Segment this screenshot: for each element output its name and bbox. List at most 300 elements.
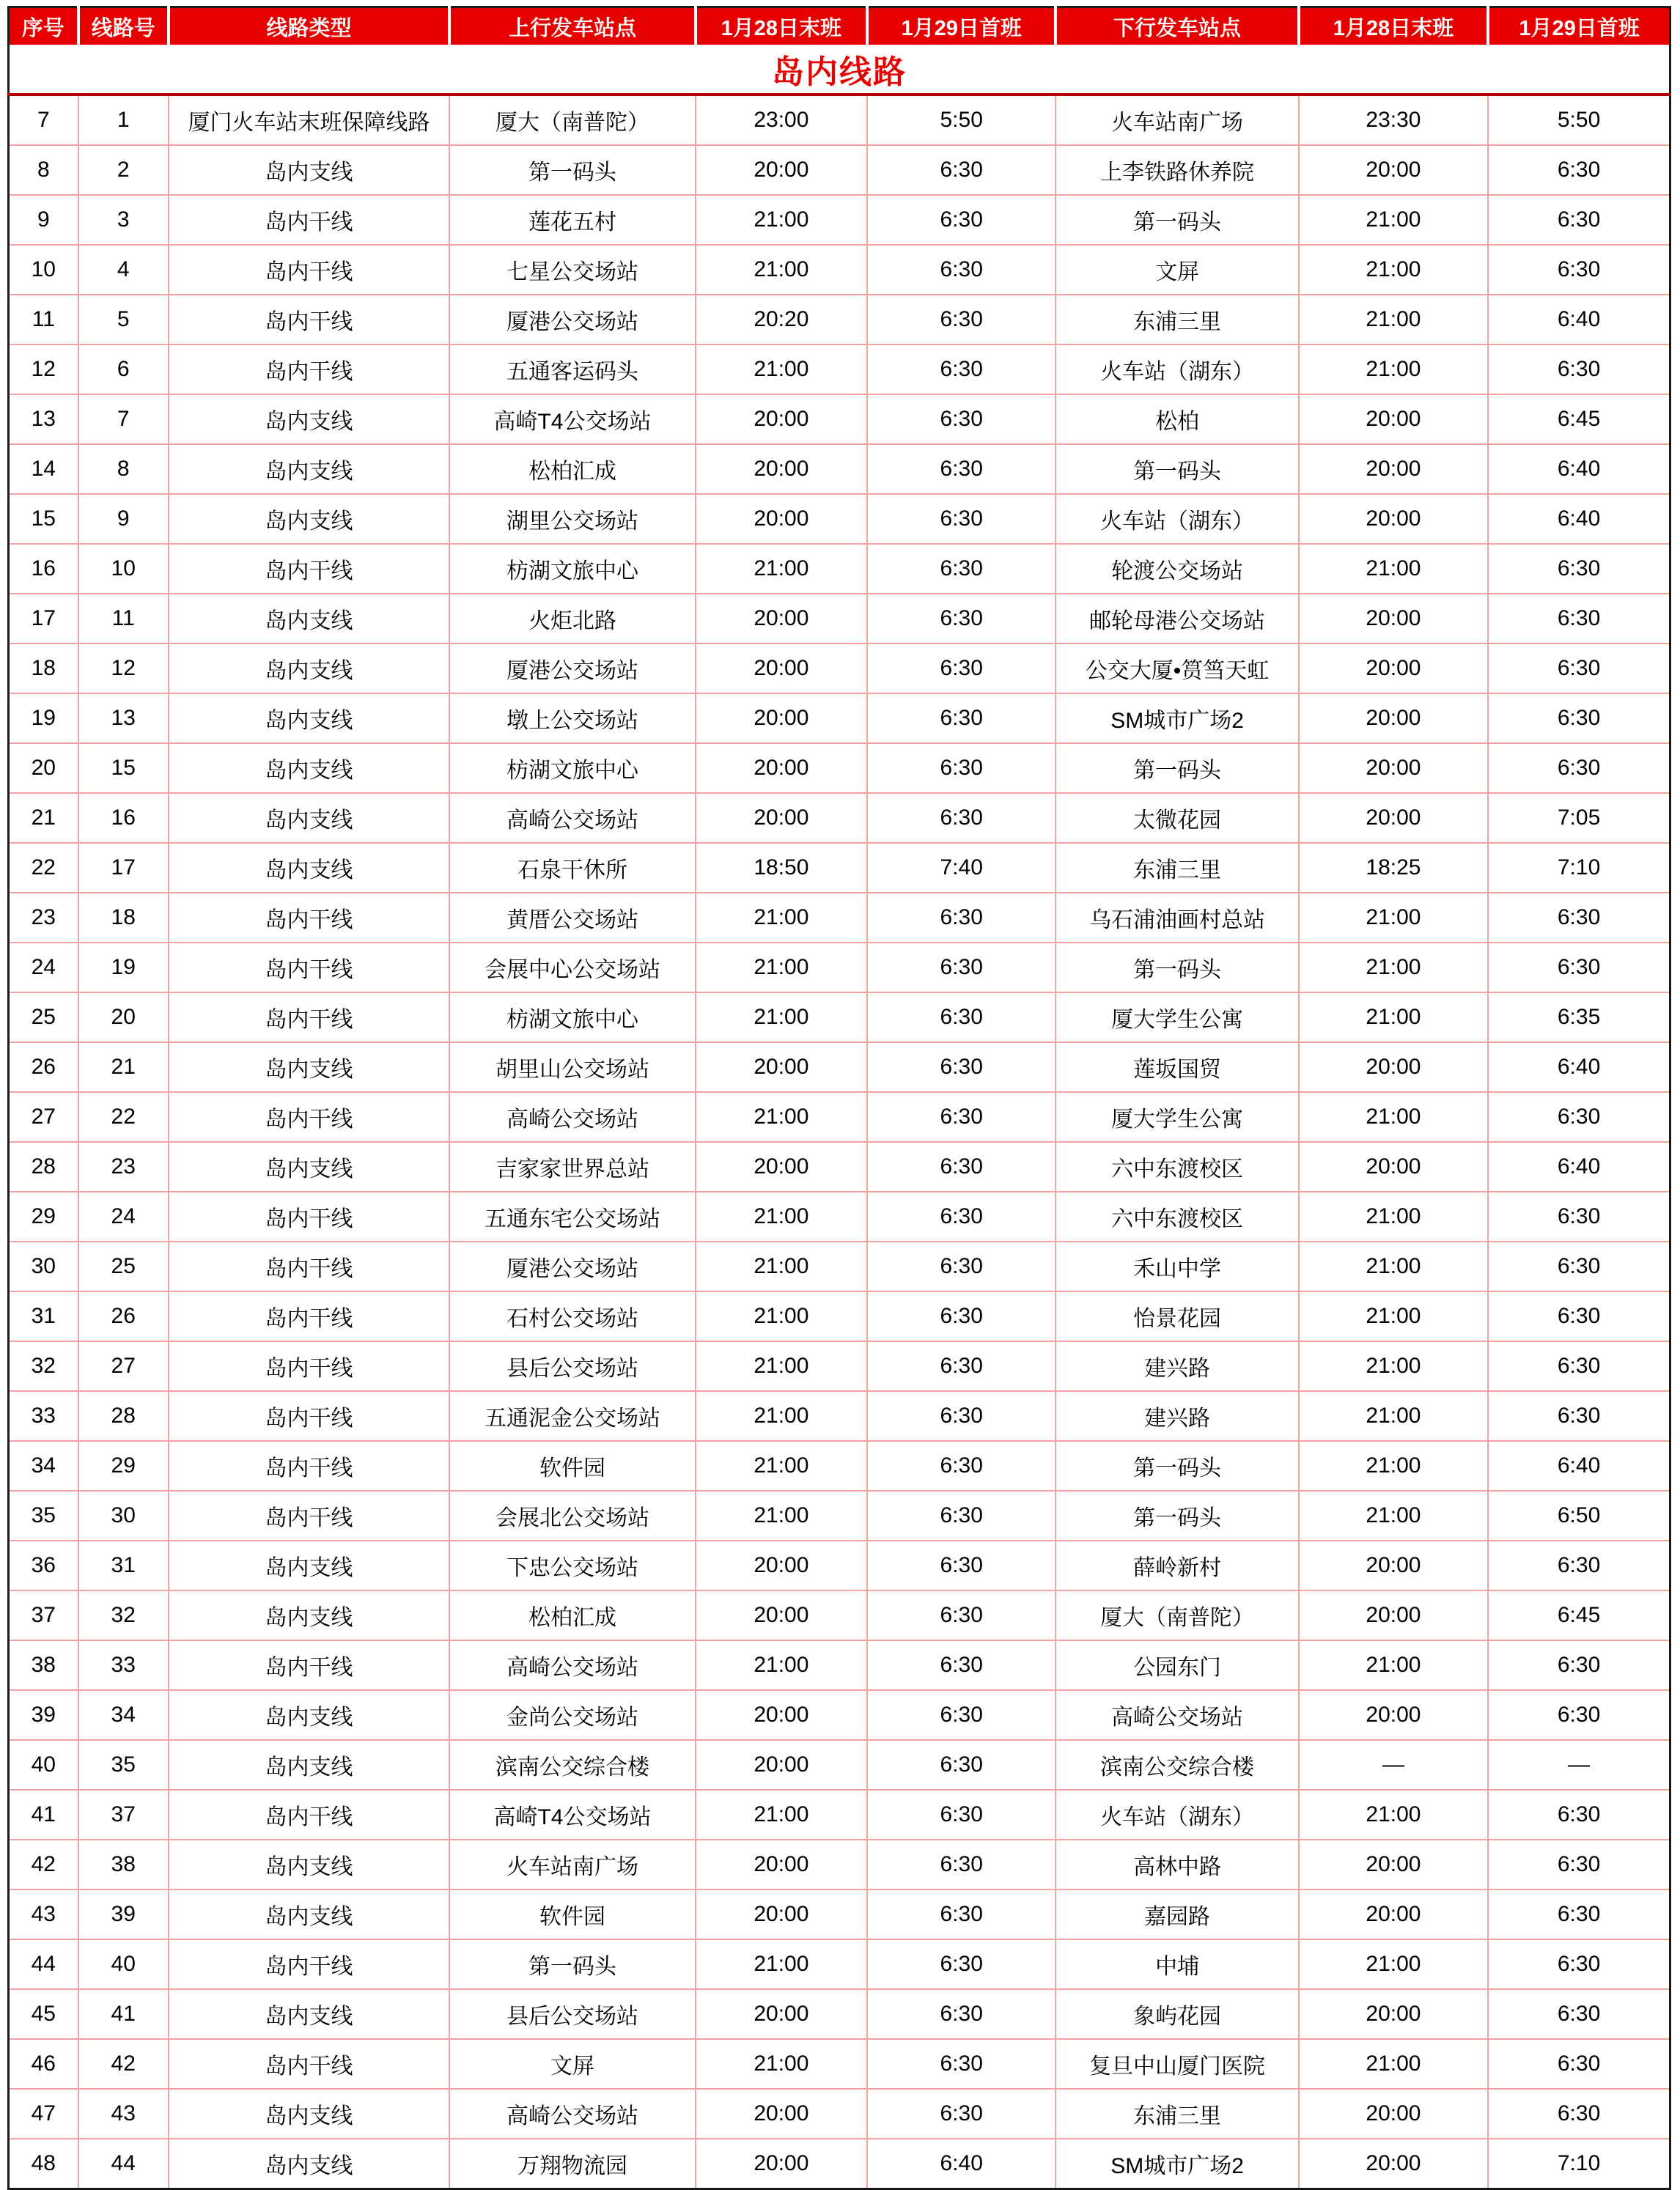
line-no-cell: 13 [78, 693, 169, 743]
line-no-cell: 18 [78, 893, 169, 943]
down-station-cell: 六中东渡校区 [1055, 1192, 1298, 1242]
up-last-bus-cell: 20:00 [696, 1142, 867, 1192]
line-type-cell: 岛内支线 [169, 1541, 450, 1590]
down-last-bus-cell: — [1299, 1740, 1488, 1790]
up-first-bus-cell: 6:30 [867, 1042, 1055, 1092]
up-station-cell: 七星公交场站 [449, 245, 695, 295]
up-last-bus-cell: 20:00 [696, 145, 867, 195]
seq-cell: 16 [9, 544, 78, 594]
table-row [9, 344, 1670, 394]
line-no-cell: 25 [78, 1242, 169, 1291]
table-row [9, 1690, 1670, 1740]
up-station-cell: 湖里公交场站 [449, 494, 695, 544]
down-first-bus-cell: 6:30 [1488, 594, 1670, 644]
up-last-bus-cell: 20:00 [696, 1042, 867, 1092]
down-first-bus-cell: 7:10 [1488, 843, 1670, 893]
up-last-bus-cell: 20:00 [696, 1889, 867, 1939]
line-no-cell: 1 [78, 95, 169, 145]
down-station-cell: 象屿花园 [1055, 1989, 1298, 2039]
down-station-cell: 第一码头 [1055, 743, 1298, 793]
down-station-cell: 厦大（南普陀） [1055, 1590, 1298, 1640]
up-station-cell: 滨南公交综合楼 [449, 1740, 695, 1790]
seq-cell: 26 [9, 1042, 78, 1092]
up-last-bus-cell: 21:00 [696, 1441, 867, 1491]
line-type-cell: 岛内支线 [169, 2139, 450, 2189]
up-last-bus-cell: 20:00 [696, 1989, 867, 2039]
table-row [9, 1441, 1670, 1491]
col-header-down-first-bus-cell: 1月29日首班 [1488, 7, 1670, 45]
up-station-cell: 枋湖文旅中心 [449, 992, 695, 1042]
line-type-cell: 岛内干线 [169, 2039, 450, 2089]
table-row [9, 1640, 1670, 1690]
seq-cell: 33 [9, 1391, 78, 1441]
seq-cell: 31 [9, 1291, 78, 1341]
up-station-cell: 高崎公交场站 [449, 1640, 695, 1690]
up-first-bus-cell: 6:30 [867, 245, 1055, 295]
section-title: 岛内线路 [9, 45, 1670, 95]
up-first-bus-cell: 6:30 [867, 943, 1055, 992]
down-last-bus-cell: 21:00 [1299, 1291, 1488, 1341]
down-last-bus-cell: 21:00 [1299, 1391, 1488, 1441]
down-last-bus-cell: 20:00 [1299, 494, 1488, 544]
up-last-bus-cell: 21:00 [696, 893, 867, 943]
down-first-bus-cell: 6:30 [1488, 1889, 1670, 1939]
up-first-bus-cell: 6:30 [867, 693, 1055, 743]
down-first-bus-cell: 6:30 [1488, 2089, 1670, 2139]
line-no-cell: 24 [78, 1192, 169, 1242]
up-station-cell: 文屏 [449, 2039, 695, 2089]
col-header-seq-cell: 序号 [9, 7, 78, 45]
line-no-cell: 4 [78, 245, 169, 295]
table-row [9, 95, 1670, 145]
seq-cell: 12 [9, 344, 78, 394]
seq-cell: 13 [9, 394, 78, 444]
down-last-bus-cell: 20:00 [1299, 1690, 1488, 1740]
down-station-cell: 建兴路 [1055, 1341, 1298, 1391]
down-first-bus-cell: 7:10 [1488, 2139, 1670, 2189]
seq-cell: 18 [9, 644, 78, 693]
up-first-bus-cell: 6:30 [867, 1840, 1055, 1889]
up-station-cell: 厦港公交场站 [449, 295, 695, 344]
line-type-cell: 岛内支线 [169, 693, 450, 743]
seq-cell: 25 [9, 992, 78, 1042]
down-first-bus-cell: 6:30 [1488, 1541, 1670, 1590]
up-station-cell: 第一码头 [449, 1939, 695, 1989]
up-last-bus-cell: 20:00 [696, 594, 867, 644]
line-no-cell: 41 [78, 1989, 169, 2039]
seq-cell: 39 [9, 1690, 78, 1740]
line-no-cell: 44 [78, 2139, 169, 2189]
up-first-bus-cell: 6:30 [867, 1341, 1055, 1391]
up-last-bus-cell: 21:00 [696, 1291, 867, 1341]
up-first-bus-cell: 6:30 [867, 344, 1055, 394]
table-row [9, 992, 1670, 1042]
down-station-cell: 太微花园 [1055, 793, 1298, 843]
up-last-bus-cell: 20:00 [696, 743, 867, 793]
down-last-bus-cell: 21:00 [1299, 1790, 1488, 1840]
up-station-cell: 高崎公交场站 [449, 1092, 695, 1142]
down-first-bus-cell: 6:30 [1488, 943, 1670, 992]
down-last-bus-cell: 20:00 [1299, 1889, 1488, 1939]
down-last-bus-cell: 20:00 [1299, 1590, 1488, 1640]
line-type-cell: 岛内支线 [169, 743, 450, 793]
down-first-bus-cell: 6:30 [1488, 1939, 1670, 1989]
down-first-bus-cell: 6:45 [1488, 394, 1670, 444]
up-last-bus-cell: 20:00 [696, 2089, 867, 2139]
up-station-cell: 石村公交场站 [449, 1291, 695, 1341]
down-first-bus-cell: 6:30 [1488, 245, 1670, 295]
down-station-cell: 公园东门 [1055, 1640, 1298, 1690]
col-header-line-no-cell: 线路号 [78, 7, 169, 45]
down-last-bus-cell: 21:00 [1299, 295, 1488, 344]
down-station-cell: 第一码头 [1055, 195, 1298, 245]
up-first-bus-cell: 6:30 [867, 1989, 1055, 2039]
down-first-bus-cell: 6:30 [1488, 1242, 1670, 1291]
down-station-cell: 火车站（湖东） [1055, 1790, 1298, 1840]
up-last-bus-cell: 21:00 [696, 245, 867, 295]
line-no-cell: 32 [78, 1590, 169, 1640]
line-type-cell: 岛内支线 [169, 594, 450, 644]
seq-cell: 43 [9, 1889, 78, 1939]
down-last-bus-cell: 21:00 [1299, 1491, 1488, 1541]
up-last-bus-cell: 20:00 [696, 1541, 867, 1590]
down-last-bus-cell: 20:00 [1299, 1989, 1488, 2039]
up-last-bus-cell: 21:00 [696, 1391, 867, 1441]
up-last-bus-cell: 18:50 [696, 843, 867, 893]
up-last-bus-cell: 21:00 [696, 544, 867, 594]
down-first-bus-cell: 6:30 [1488, 1092, 1670, 1142]
line-no-cell: 28 [78, 1391, 169, 1441]
down-first-bus-cell: 6:30 [1488, 893, 1670, 943]
down-station-cell: 厦大学生公寓 [1055, 992, 1298, 1042]
seq-cell: 46 [9, 2039, 78, 2089]
up-station-cell: 软件园 [449, 1889, 695, 1939]
table-row [9, 1541, 1670, 1590]
down-last-bus-cell: 20:00 [1299, 444, 1488, 494]
up-first-bus-cell: 6:30 [867, 1242, 1055, 1291]
down-station-cell: 火车站南广场 [1055, 95, 1298, 145]
table-row [9, 1291, 1670, 1341]
up-first-bus-cell: 6:30 [867, 793, 1055, 843]
line-no-cell: 21 [78, 1042, 169, 1092]
down-station-cell: 公交大厦•筼筜天虹 [1055, 644, 1298, 693]
up-last-bus-cell: 21:00 [696, 1491, 867, 1541]
up-first-bus-cell: 6:30 [867, 893, 1055, 943]
line-type-cell: 岛内支线 [169, 1889, 450, 1939]
up-station-cell: 高崎T4公交场站 [449, 1790, 695, 1840]
line-no-cell: 26 [78, 1291, 169, 1341]
down-first-bus-cell: 6:30 [1488, 195, 1670, 245]
up-station-cell: 胡里山公交场站 [449, 1042, 695, 1092]
down-last-bus-cell: 20:00 [1299, 594, 1488, 644]
seq-cell: 7 [9, 95, 78, 145]
line-no-cell: 29 [78, 1441, 169, 1491]
line-no-cell: 22 [78, 1092, 169, 1142]
seq-cell: 37 [9, 1590, 78, 1640]
up-first-bus-cell: 7:40 [867, 843, 1055, 893]
seq-cell: 8 [9, 145, 78, 195]
line-no-cell: 2 [78, 145, 169, 195]
down-station-cell: 禾山中学 [1055, 1242, 1298, 1291]
line-no-cell: 5 [78, 295, 169, 344]
up-last-bus-cell: 21:00 [696, 1341, 867, 1391]
line-type-cell: 岛内支线 [169, 1042, 450, 1092]
up-station-cell: 五通客运码头 [449, 344, 695, 394]
line-no-cell: 31 [78, 1541, 169, 1590]
up-first-bus-cell: 6:30 [867, 2089, 1055, 2139]
up-last-bus-cell: 21:00 [696, 344, 867, 394]
seq-cell: 17 [9, 594, 78, 644]
table-row [9, 494, 1670, 544]
up-station-cell: 火车站南广场 [449, 1840, 695, 1889]
up-first-bus-cell: 6:30 [867, 594, 1055, 644]
down-first-bus-cell: 6:40 [1488, 1042, 1670, 1092]
up-first-bus-cell: 6:40 [867, 2139, 1055, 2189]
table-row [9, 943, 1670, 992]
table-row [9, 693, 1670, 743]
line-no-cell: 37 [78, 1790, 169, 1840]
down-last-bus-cell: 23:30 [1299, 95, 1488, 145]
line-type-cell: 岛内支线 [169, 1989, 450, 2039]
up-last-bus-cell: 20:00 [696, 693, 867, 743]
table-row [9, 893, 1670, 943]
up-station-cell: 县后公交场站 [449, 1341, 695, 1391]
line-type-cell: 厦门火车站末班保障线路 [169, 95, 450, 145]
table-row [9, 394, 1670, 444]
seq-cell: 35 [9, 1491, 78, 1541]
line-type-cell: 岛内干线 [169, 1491, 450, 1541]
table-row [9, 1192, 1670, 1242]
line-no-cell: 23 [78, 1142, 169, 1192]
down-station-cell: 上李铁路休养院 [1055, 145, 1298, 195]
up-station-cell: 五通东宅公交场站 [449, 1192, 695, 1242]
up-last-bus-cell: 21:00 [696, 1242, 867, 1291]
up-first-bus-cell: 6:30 [867, 1441, 1055, 1491]
up-station-cell: 五通泥金公交场站 [449, 1391, 695, 1441]
up-first-bus-cell: 6:30 [867, 1541, 1055, 1590]
seq-cell: 36 [9, 1541, 78, 1590]
down-station-cell: 邮轮母港公交场站 [1055, 594, 1298, 644]
table-row [9, 793, 1670, 843]
down-first-bus-cell: 6:30 [1488, 1989, 1670, 2039]
up-station-cell: 高崎T4公交场站 [449, 394, 695, 444]
table-row [9, 1242, 1670, 1291]
seq-cell: 23 [9, 893, 78, 943]
col-header-down-station-cell: 下行发车站点 [1055, 7, 1298, 45]
line-type-cell: 岛内干线 [169, 943, 450, 992]
up-station-cell: 墩上公交场站 [449, 693, 695, 743]
table-row [9, 2089, 1670, 2139]
up-station-cell: 莲花五村 [449, 195, 695, 245]
seq-cell: 28 [9, 1142, 78, 1192]
table-row [9, 1939, 1670, 1989]
seq-cell: 15 [9, 494, 78, 544]
down-last-bus-cell: 20:00 [1299, 1541, 1488, 1590]
line-type-cell: 岛内支线 [169, 2089, 450, 2139]
col-header-up-last-bus-cell: 1月28日末班 [696, 7, 867, 45]
up-station-cell: 黄厝公交场站 [449, 893, 695, 943]
up-first-bus-cell: 6:30 [867, 1889, 1055, 1939]
down-last-bus-cell: 20:00 [1299, 743, 1488, 793]
down-station-cell: 轮渡公交场站 [1055, 544, 1298, 594]
up-last-bus-cell: 20:20 [696, 295, 867, 344]
down-station-cell: 第一码头 [1055, 1491, 1298, 1541]
up-first-bus-cell: 6:30 [867, 644, 1055, 693]
down-last-bus-cell: 21:00 [1299, 893, 1488, 943]
down-first-bus-cell: 6:30 [1488, 644, 1670, 693]
up-last-bus-cell: 21:00 [696, 1192, 867, 1242]
line-no-cell: 38 [78, 1840, 169, 1889]
seq-cell: 45 [9, 1989, 78, 2039]
line-type-cell: 岛内干线 [169, 544, 450, 594]
bus-schedule-table [7, 6, 1671, 2190]
seq-cell: 20 [9, 743, 78, 793]
down-last-bus-cell: 21:00 [1299, 992, 1488, 1042]
up-station-cell: 火炬北路 [449, 594, 695, 644]
down-station-cell: 嘉园路 [1055, 1889, 1298, 1939]
seq-cell: 42 [9, 1840, 78, 1889]
line-no-cell: 3 [78, 195, 169, 245]
table-row [9, 1042, 1670, 1092]
line-type-cell: 岛内干线 [169, 1341, 450, 1391]
up-last-bus-cell: 20:00 [696, 1740, 867, 1790]
table-row [9, 1989, 1670, 2039]
table-row [9, 1790, 1670, 1840]
line-no-cell: 9 [78, 494, 169, 544]
up-last-bus-cell: 21:00 [696, 1640, 867, 1690]
up-last-bus-cell: 20:00 [696, 494, 867, 544]
line-no-cell: 35 [78, 1740, 169, 1790]
down-last-bus-cell: 20:00 [1299, 2139, 1488, 2189]
up-first-bus-cell: 6:30 [867, 394, 1055, 444]
down-station-cell: 厦大学生公寓 [1055, 1092, 1298, 1142]
section-row [9, 45, 1670, 95]
down-station-cell: SM城市广场2 [1055, 2139, 1298, 2189]
seq-cell: 27 [9, 1092, 78, 1142]
table-row [9, 843, 1670, 893]
seq-cell: 11 [9, 295, 78, 344]
up-first-bus-cell: 6:30 [867, 2039, 1055, 2089]
up-last-bus-cell: 21:00 [696, 1790, 867, 1840]
seq-cell: 48 [9, 2139, 78, 2189]
up-station-cell: 会展中心公交场站 [449, 943, 695, 992]
up-station-cell: 厦大（南普陀） [449, 95, 695, 145]
line-no-cell: 30 [78, 1491, 169, 1541]
down-last-bus-cell: 20:00 [1299, 1840, 1488, 1889]
col-header-line-type-cell: 线路类型 [169, 7, 450, 45]
up-first-bus-cell: 6:30 [867, 1291, 1055, 1341]
down-first-bus-cell: 6:30 [1488, 1790, 1670, 1840]
line-no-cell: 39 [78, 1889, 169, 1939]
table-row [9, 544, 1670, 594]
up-last-bus-cell: 20:00 [696, 1590, 867, 1640]
up-station-cell: 第一码头 [449, 145, 695, 195]
down-last-bus-cell: 20:00 [1299, 394, 1488, 444]
table-row [9, 1491, 1670, 1541]
line-type-cell: 岛内干线 [169, 1242, 450, 1291]
line-type-cell: 岛内干线 [169, 1391, 450, 1441]
line-no-cell: 19 [78, 943, 169, 992]
down-first-bus-cell: 6:30 [1488, 1291, 1670, 1341]
up-first-bus-cell: 6:30 [867, 743, 1055, 793]
seq-cell: 41 [9, 1790, 78, 1840]
up-station-cell: 石泉干休所 [449, 843, 695, 893]
up-last-bus-cell: 20:00 [696, 1690, 867, 1740]
table-row [9, 1391, 1670, 1441]
table-row [9, 594, 1670, 644]
table-row [9, 295, 1670, 344]
col-header-up-first-bus-cell: 1月29日首班 [867, 7, 1055, 45]
line-type-cell: 岛内支线 [169, 793, 450, 843]
down-last-bus-cell: 20:00 [1299, 1042, 1488, 1092]
up-station-cell: 枋湖文旅中心 [449, 743, 695, 793]
line-no-cell: 40 [78, 1939, 169, 1989]
up-last-bus-cell: 20:00 [696, 1840, 867, 1889]
line-no-cell: 20 [78, 992, 169, 1042]
down-last-bus-cell: 21:00 [1299, 344, 1488, 394]
down-first-bus-cell: 6:40 [1488, 494, 1670, 544]
up-first-bus-cell: 6:30 [867, 195, 1055, 245]
line-type-cell: 岛内支线 [169, 1690, 450, 1740]
line-type-cell: 岛内干线 [169, 195, 450, 245]
up-first-bus-cell: 6:30 [867, 1640, 1055, 1690]
seq-cell: 9 [9, 195, 78, 245]
down-first-bus-cell: 6:30 [1488, 1391, 1670, 1441]
down-first-bus-cell: 6:40 [1488, 1441, 1670, 1491]
table-row [9, 1840, 1670, 1889]
up-station-cell: 厦港公交场站 [449, 1242, 695, 1291]
down-station-cell: 第一码头 [1055, 943, 1298, 992]
line-type-cell: 岛内支线 [169, 444, 450, 494]
line-no-cell: 34 [78, 1690, 169, 1740]
seq-cell: 19 [9, 693, 78, 743]
up-station-cell: 软件园 [449, 1441, 695, 1491]
line-type-cell: 岛内支线 [169, 494, 450, 544]
table-row [9, 1590, 1670, 1640]
up-first-bus-cell: 6:30 [867, 1740, 1055, 1790]
up-last-bus-cell: 20:00 [696, 2139, 867, 2189]
up-first-bus-cell: 6:30 [867, 1939, 1055, 1989]
up-station-cell: 下忠公交场站 [449, 1541, 695, 1590]
down-first-bus-cell: 6:30 [1488, 693, 1670, 743]
down-station-cell: 东浦三里 [1055, 295, 1298, 344]
up-station-cell: 厦港公交场站 [449, 644, 695, 693]
seq-cell: 29 [9, 1192, 78, 1242]
down-last-bus-cell: 20:00 [1299, 693, 1488, 743]
down-station-cell: 第一码头 [1055, 1441, 1298, 1491]
up-first-bus-cell: 5:50 [867, 95, 1055, 145]
seq-cell: 38 [9, 1640, 78, 1690]
down-last-bus-cell: 21:00 [1299, 1192, 1488, 1242]
line-no-cell: 7 [78, 394, 169, 444]
down-first-bus-cell: 6:30 [1488, 2039, 1670, 2089]
seq-cell: 40 [9, 1740, 78, 1790]
seq-cell: 32 [9, 1341, 78, 1391]
down-last-bus-cell: 21:00 [1299, 1341, 1488, 1391]
seq-cell: 30 [9, 1242, 78, 1291]
up-first-bus-cell: 6:30 [867, 295, 1055, 344]
line-type-cell: 岛内支线 [169, 644, 450, 693]
table-row [9, 2039, 1670, 2089]
up-first-bus-cell: 6:30 [867, 145, 1055, 195]
down-station-cell: 高崎公交场站 [1055, 1690, 1298, 1740]
line-type-cell: 岛内支线 [169, 394, 450, 444]
down-last-bus-cell: 21:00 [1299, 2039, 1488, 2089]
up-last-bus-cell: 21:00 [696, 943, 867, 992]
up-last-bus-cell: 20:00 [696, 444, 867, 494]
line-no-cell: 33 [78, 1640, 169, 1690]
down-first-bus-cell: 6:30 [1488, 1192, 1670, 1242]
